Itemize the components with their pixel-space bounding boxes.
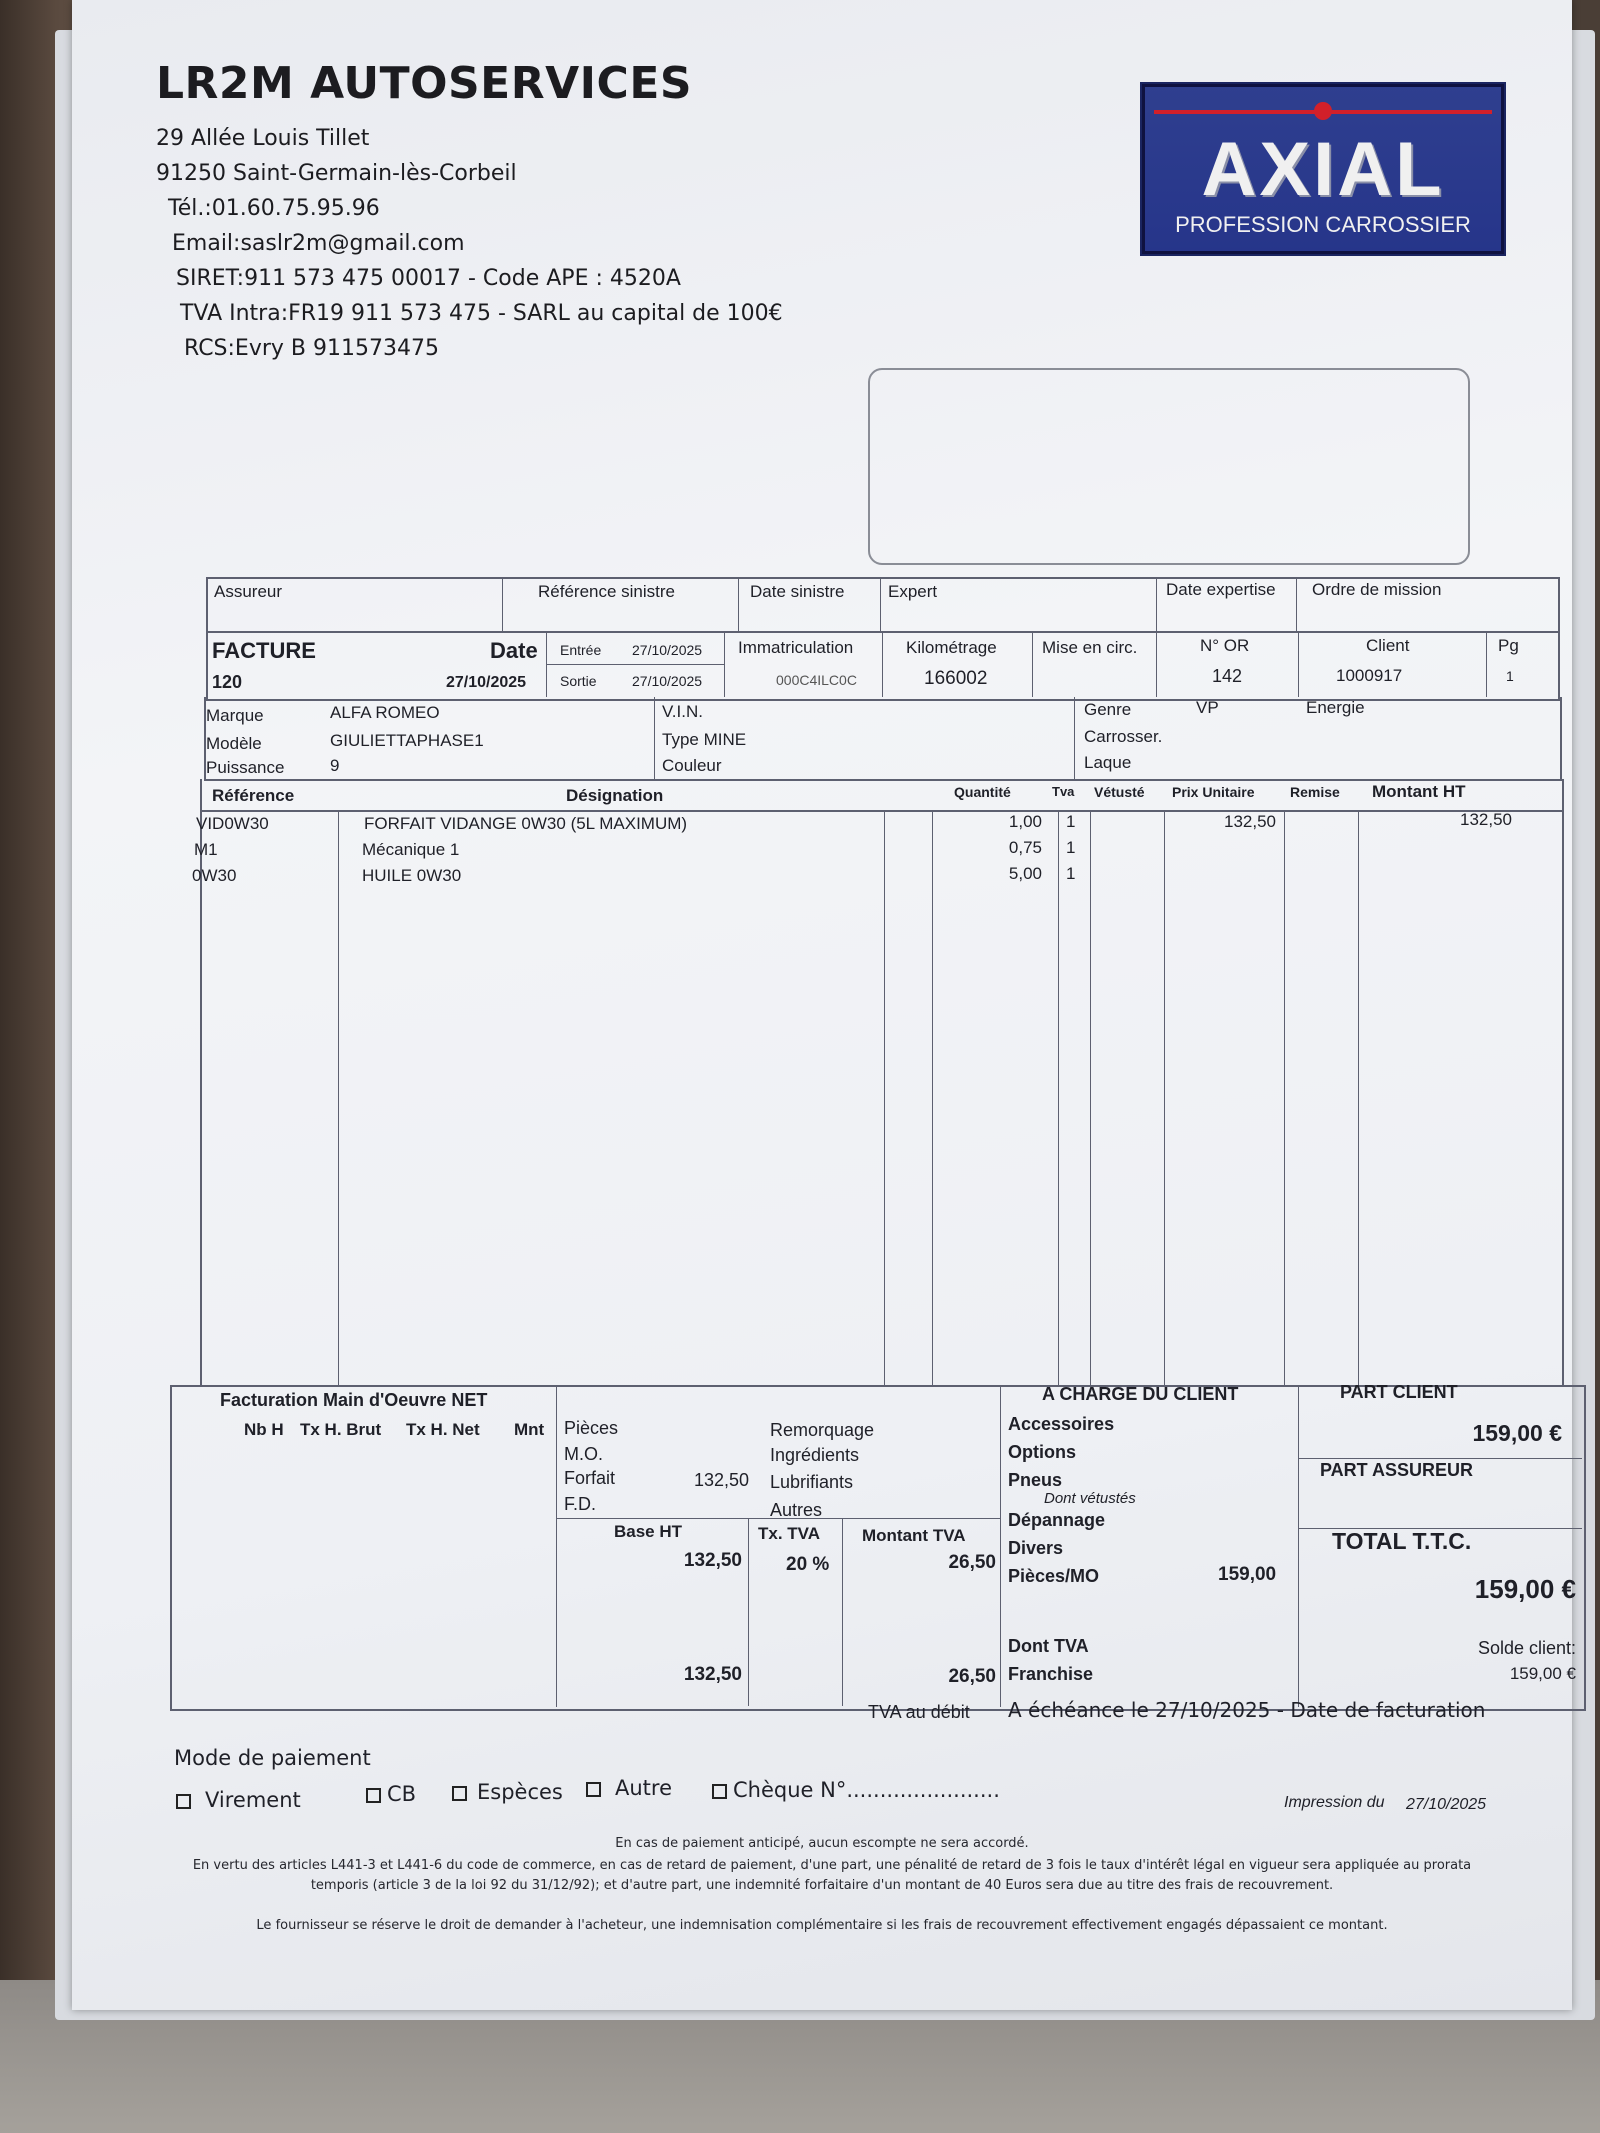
ingredients-label: Ingrédients <box>770 1445 860 1465</box>
carrosser-label: Carrosser. <box>1084 727 1163 746</box>
item-tva: 1 <box>1066 864 1076 883</box>
divider <box>1074 697 1075 779</box>
energie-label: Energie <box>1306 698 1365 717</box>
col-montant-ht: Montant HT <box>1372 782 1466 801</box>
item-montant-ht: 132,50 <box>1460 810 1512 829</box>
divider <box>556 1385 557 1707</box>
item-reference: 0W30 <box>192 866 237 885</box>
client-address-box <box>868 368 1470 565</box>
immatriculation-label: Immatriculation <box>738 638 854 657</box>
item-reference: VID0W30 <box>196 814 269 833</box>
client-value: 1000917 <box>1336 666 1403 685</box>
divider <box>1000 1385 1001 1707</box>
entree-label: Entrée <box>560 642 602 658</box>
puissance-label: Puissance <box>206 758 285 777</box>
tva-debit: TVA au débit <box>868 1702 970 1722</box>
vin-label: V.I.N. <box>662 702 703 721</box>
divers-label: Divers <box>1008 1538 1064 1558</box>
autre-label: Autre <box>615 1776 673 1800</box>
montant-tva-total: 26,50 <box>948 1666 996 1687</box>
col-prix-unitaire: Prix Unitaire <box>1172 784 1255 800</box>
divider <box>546 664 724 665</box>
mise-en-circ-label: Mise en circ. <box>1042 638 1138 657</box>
divider <box>1296 577 1297 631</box>
checkbox-autre[interactable] <box>586 1782 601 1797</box>
logo-dot <box>1314 102 1332 120</box>
item-prix-unitaire: 132,50 <box>1224 812 1276 831</box>
type-mine-label: Type MINE <box>662 730 747 749</box>
solde-label: Solde client: <box>1477 1638 1576 1658</box>
date-expertise-label: Date expertise <box>1166 580 1276 599</box>
item-designation: FORFAIT VIDANGE 0W30 (5L MAXIMUM) <box>364 814 688 833</box>
lubrifiants-label: Lubrifiants <box>770 1472 854 1492</box>
facture-date: 27/10/2025 <box>446 674 527 691</box>
col-tva: Tva <box>1052 784 1075 799</box>
laque-label: Laque <box>1084 753 1132 772</box>
divider <box>880 577 881 631</box>
checkbox-especes[interactable] <box>452 1786 467 1801</box>
mo-label: M.O. <box>564 1444 603 1464</box>
divider <box>1156 577 1157 631</box>
payment-title: Mode de paiement <box>174 1746 371 1770</box>
ordre-mission-label: Ordre de mission <box>1312 580 1442 599</box>
remorquage-label: Remorquage <box>770 1420 875 1440</box>
fd-label: F.D. <box>564 1494 597 1514</box>
labor-title: Facturation Main d'Oeuvre NET <box>220 1390 488 1410</box>
sortie-date: 27/10/2025 <box>632 673 703 689</box>
divider <box>1358 810 1359 1386</box>
payment-autre[interactable] <box>586 1776 672 1800</box>
labor-col-txbrut: Tx H. Brut <box>300 1420 382 1439</box>
pg-value: 1 <box>1506 668 1514 684</box>
divider <box>748 1518 749 1706</box>
divider <box>1298 1385 1299 1707</box>
n-or-value: 142 <box>1212 666 1243 686</box>
checkbox-cheque[interactable] <box>712 1784 727 1799</box>
company-header <box>156 58 783 366</box>
checkbox-cb[interactable] <box>366 1788 381 1803</box>
labor-col-nbh: Nb H <box>244 1420 284 1439</box>
item-designation: Mécanique 1 <box>362 840 460 859</box>
impression-label: Impression du <box>1284 1794 1385 1811</box>
divider <box>1164 810 1165 1386</box>
montant-tva-value: 26,50 <box>948 1552 996 1573</box>
divider <box>842 1518 843 1706</box>
divider <box>338 810 339 1386</box>
divider <box>654 697 655 779</box>
cb-label: CB <box>387 1782 417 1806</box>
payment-cheque[interactable] <box>712 1778 1000 1802</box>
company-siret: SIRET:911 573 475 00017 - Code APE : 4520A <box>176 266 681 291</box>
pieces-mo-label: Pièces/MO <box>1008 1566 1100 1586</box>
company-email: Email:saslr2m@gmail.com <box>172 231 465 256</box>
labor-col-mnt: Mnt <box>514 1420 545 1439</box>
labor-col-txnet: Tx H. Net <box>406 1420 480 1439</box>
divider <box>1298 1458 1582 1459</box>
kilometrage-label: Kilométrage <box>906 638 997 657</box>
divider <box>1090 810 1091 1386</box>
divider <box>884 810 885 1386</box>
forfait-value: 132,50 <box>694 1470 750 1490</box>
checkbox-virement[interactable] <box>176 1794 191 1809</box>
tx-tva-label: Tx. TVA <box>758 1524 821 1543</box>
expert-label: Expert <box>888 582 938 601</box>
company-tva: TVA Intra:FR19 911 573 475 - SARL au capital de 100€ <box>180 301 783 326</box>
genre-value: VP <box>1196 698 1219 717</box>
especes-label: Espèces <box>477 1780 563 1804</box>
echeance: A échéance le 27/10/2025 - Date de facturation <box>1008 1698 1486 1722</box>
divider <box>1032 631 1033 697</box>
item-quantite: 5,00 <box>1008 864 1042 883</box>
impression-date: 27/10/2025 <box>1406 1796 1487 1813</box>
dont-vetustes-label: Dont vétustés <box>1044 1490 1136 1507</box>
dont-tva-label: Dont TVA <box>1008 1636 1089 1656</box>
legal-line-2: En vertu des articles L441-3 et L441-6 du code de commerce, en cas de retard de paiement, d'une part, une pénalité de retard de 3 fois le taux d'intérêt légal en vigueur sera appliquée au prorata <box>192 1858 1472 1873</box>
company-name: LR2M AUTOSERVICES <box>156 58 693 109</box>
immatriculation-value: 000C4ILC0C <box>776 672 857 688</box>
couleur-label: Couleur <box>662 756 722 775</box>
company-address-2: 91250 Saint-Germain-lès-Corbeil <box>156 161 517 186</box>
depannage-label: Dépannage <box>1008 1510 1106 1530</box>
col-remise: Remise <box>1290 784 1340 800</box>
logo-tagline: PROFESSION CARROSSIER <box>1175 212 1471 237</box>
item-designation: HUILE 0W30 <box>362 866 462 885</box>
divider <box>932 810 933 1386</box>
assureur-label: Assureur <box>214 582 283 601</box>
modele-label: Modèle <box>206 734 262 753</box>
sortie-label: Sortie <box>560 673 597 689</box>
pg-label: Pg <box>1498 636 1519 655</box>
divider <box>502 577 503 631</box>
franchise-label: Franchise <box>1008 1664 1094 1684</box>
marque-value: ALFA ROMEO <box>330 703 440 722</box>
marque-label: Marque <box>206 706 264 725</box>
divider <box>738 577 739 631</box>
part-client-value: 159,00 € <box>1472 1420 1562 1446</box>
facture-label: FACTURE <box>212 638 316 663</box>
payment-especes[interactable] <box>452 1780 563 1804</box>
kilometrage-value: 166002 <box>924 668 988 689</box>
modele-value: GIULIETTAPHASE1 <box>330 731 484 750</box>
total-ttc-label: TOTAL T.T.C. <box>1332 1528 1472 1554</box>
invoice-sheet <box>72 0 1576 2010</box>
company-phone: Tél.:01.60.75.95.96 <box>168 196 380 221</box>
accessoires-label: Accessoires <box>1008 1414 1115 1434</box>
item-quantite: 0,75 <box>1008 838 1042 857</box>
options-label: Options <box>1008 1442 1076 1462</box>
date-sinistre-label: Date sinistre <box>750 582 845 601</box>
pieces-mo-value: 159,00 <box>1218 1564 1277 1585</box>
col-designation: Désignation <box>566 786 664 805</box>
solde-value: 159,00 € <box>1509 1664 1576 1683</box>
facture-number: 120 <box>212 672 243 692</box>
entree-date: 27/10/2025 <box>632 642 703 658</box>
legal-line-1: En cas de paiement anticipé, aucun escompte ne sera accordé. <box>615 1836 1029 1851</box>
client-label: Client <box>1366 636 1410 655</box>
divider <box>1284 810 1285 1386</box>
part-assureur-label: PART ASSUREUR <box>1320 1460 1474 1480</box>
payment-virement[interactable] <box>176 1788 301 1812</box>
forfait-label: Forfait <box>564 1468 616 1488</box>
col-vetuste: Vétusté <box>1094 784 1145 800</box>
axial-logo <box>1140 82 1506 256</box>
divider <box>1156 631 1157 697</box>
item-tva: 1 <box>1066 812 1076 831</box>
reference-sinistre-label: Référence sinistre <box>538 582 676 601</box>
virement-label: Virement <box>205 1788 301 1812</box>
divider <box>882 631 883 697</box>
legal-line-3: temporis (article 3 de la loi 92 du 31/12/92); et d'autre part, une indemnité forfaitaire d'un montant de 40 Euros sera due au titre des frais de recouvrement. <box>310 1878 1334 1893</box>
pieces-label: Pièces <box>564 1418 619 1438</box>
montant-tva-label: Montant TVA <box>862 1526 966 1545</box>
item-tva: 1 <box>1066 838 1076 857</box>
divider <box>1058 810 1059 1386</box>
divider <box>724 631 725 697</box>
total-ttc-value: 159,00 € <box>1474 1574 1576 1604</box>
puissance-value: 9 <box>330 756 340 775</box>
part-client-label: PART CLIENT <box>1340 1382 1458 1402</box>
client-charge-title: A CHARGE DU CLIENT <box>1042 1384 1239 1404</box>
company-rcs: RCS:Evry B 911573475 <box>184 336 439 361</box>
n-or-label: N° OR <box>1200 636 1250 655</box>
item-quantite: 1,00 <box>1008 812 1042 831</box>
date-label: Date <box>490 638 538 663</box>
tx-tva-value: 20 % <box>786 1554 830 1575</box>
base-ht-total: 132,50 <box>683 1664 742 1685</box>
genre-label: Genre <box>1084 700 1132 719</box>
payment-cb[interactable] <box>366 1782 416 1806</box>
item-reference: M1 <box>194 840 218 859</box>
company-address-1: 29 Allée Louis Tillet <box>156 126 370 151</box>
base-ht-label: Base HT <box>614 1522 683 1541</box>
pneus-label: Pneus <box>1008 1470 1063 1490</box>
col-reference: Référence <box>212 786 295 805</box>
divider <box>1298 631 1299 697</box>
logo-brand: AXIAL <box>1201 127 1445 212</box>
base-ht-value: 132,50 <box>683 1550 742 1571</box>
cheque-label: Chèque N°....................... <box>733 1778 1000 1802</box>
legal-line-4: Le fournisseur se réserve le droit de demander à l'acheteur, une indemnisation complémentaire si les frais de recouvrement effectivement engagés dépassaient ce montant. <box>256 1918 1388 1933</box>
col-quantite: Quantité <box>954 784 1011 800</box>
autres-label: Autres <box>770 1500 823 1520</box>
divider <box>1486 631 1487 697</box>
